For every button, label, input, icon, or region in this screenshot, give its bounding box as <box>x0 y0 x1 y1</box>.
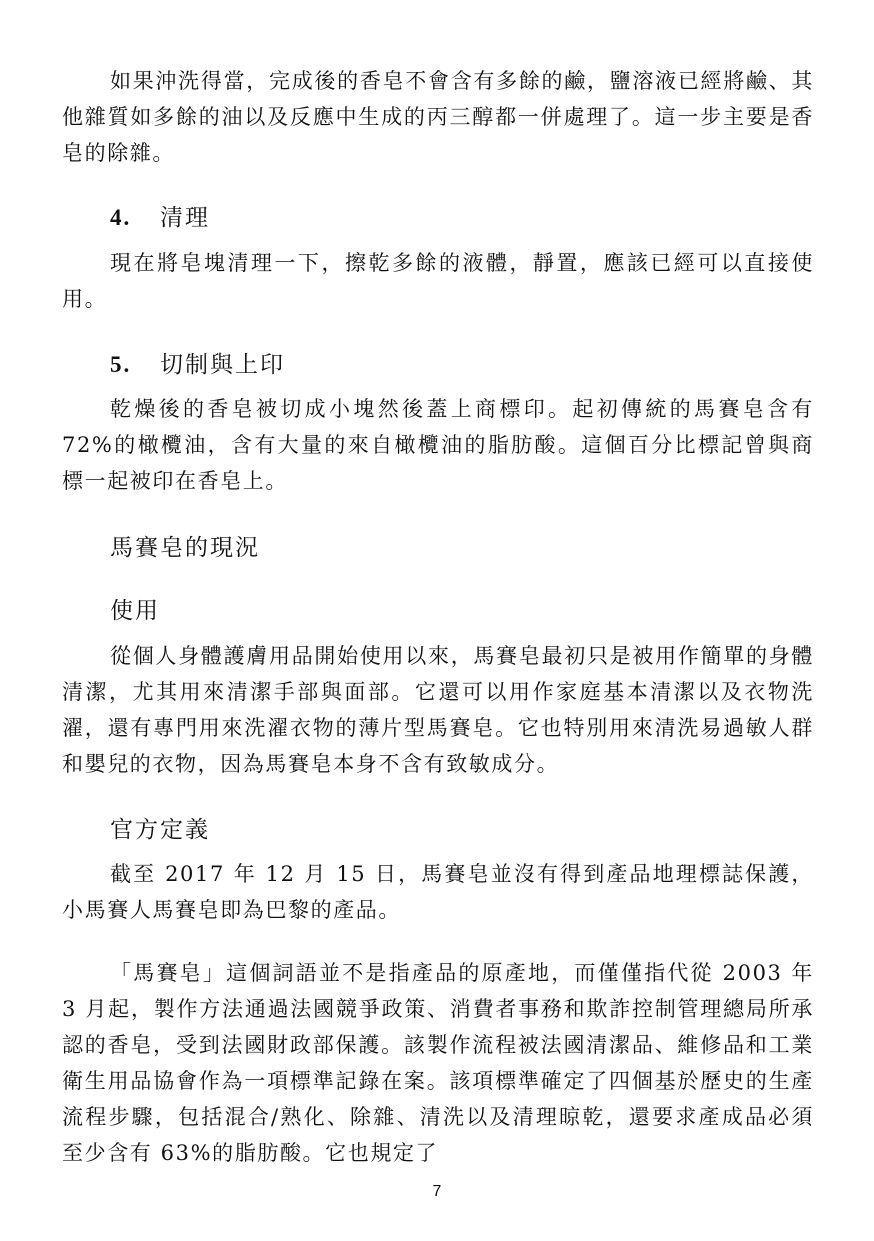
paragraph-cut-stamp: 乾燥後的香皂被切成小塊然後蓋上商標印。起初傳統的馬賽皂含有 72%的橄欖油，含有大量的來自橄欖油的脂肪酸。這個百分比標記曾與商標一起被印在香皂上。 <box>62 397 814 493</box>
heading-number: 5. <box>110 352 132 377</box>
paragraph-rinse: 如果沖洗得當，完成後的香皂不會含有多餘的鹼，鹽溶液已經將鹼、其他雜質如多餘的油以及反應中生成的丙三醇都一併處理了。這一步主要是香皂的除雜。 <box>62 69 814 165</box>
heading-usage: 使用 <box>110 598 160 624</box>
heading-clean <box>110 203 210 233</box>
paragraph-definition-date: 截至 2017 年 12 月 15 日，馬賽皂並沒有得到產品地理標誌保護，小馬賽人馬賽皂即為巴黎的產品。 <box>62 862 814 922</box>
heading-official-definition: 官方定義 <box>110 817 210 843</box>
heading-cut-stamp <box>110 350 285 380</box>
page-number: 7 <box>432 1183 442 1200</box>
heading-text: 切制與上印 <box>160 352 285 378</box>
heading-text: 清理 <box>160 205 210 231</box>
heading-current-status: 馬賽皂的現況 <box>110 535 260 561</box>
heading-number: 4. <box>110 205 132 230</box>
paragraph-definition-standard: 「馬賽皂」這個詞語並不是指產品的原產地，而僅僅指代從 2003 年 3 月起，製作方法通過法國競爭政策、消費者事務和欺詐控制管理總局所承認的香皂，受到法國財政部保護。該製作流程被法國清潔品、維修品和工業衛生用品協會作為一項標準記錄在案。該項標準確定了四個基於歷史的生產流程步驟，包括混合/熟化、除雜、清洗以及清理晾乾，還要求產成品必須至少含有 63%的脂肪酸。它也規定了 <box>62 961 814 1165</box>
paragraph-usage: 從個人身體護膚用品開始使用以來，馬賽皂最初只是被用作簡單的身體清潔，尤其用來清潔手部與面部。它還可以用作家庭基本清潔以及衣物洗濯，還有專門用來洗濯衣物的薄片型馬賽皂。它也特別用來清洗易過敏人群和嬰兒的衣物，因為馬賽皂本身不含有致敏成分。 <box>62 644 814 776</box>
paragraph-clean: 現在將皂塊清理一下，擦乾多餘的液體，靜置，應該已經可以直接使用。 <box>62 251 814 311</box>
